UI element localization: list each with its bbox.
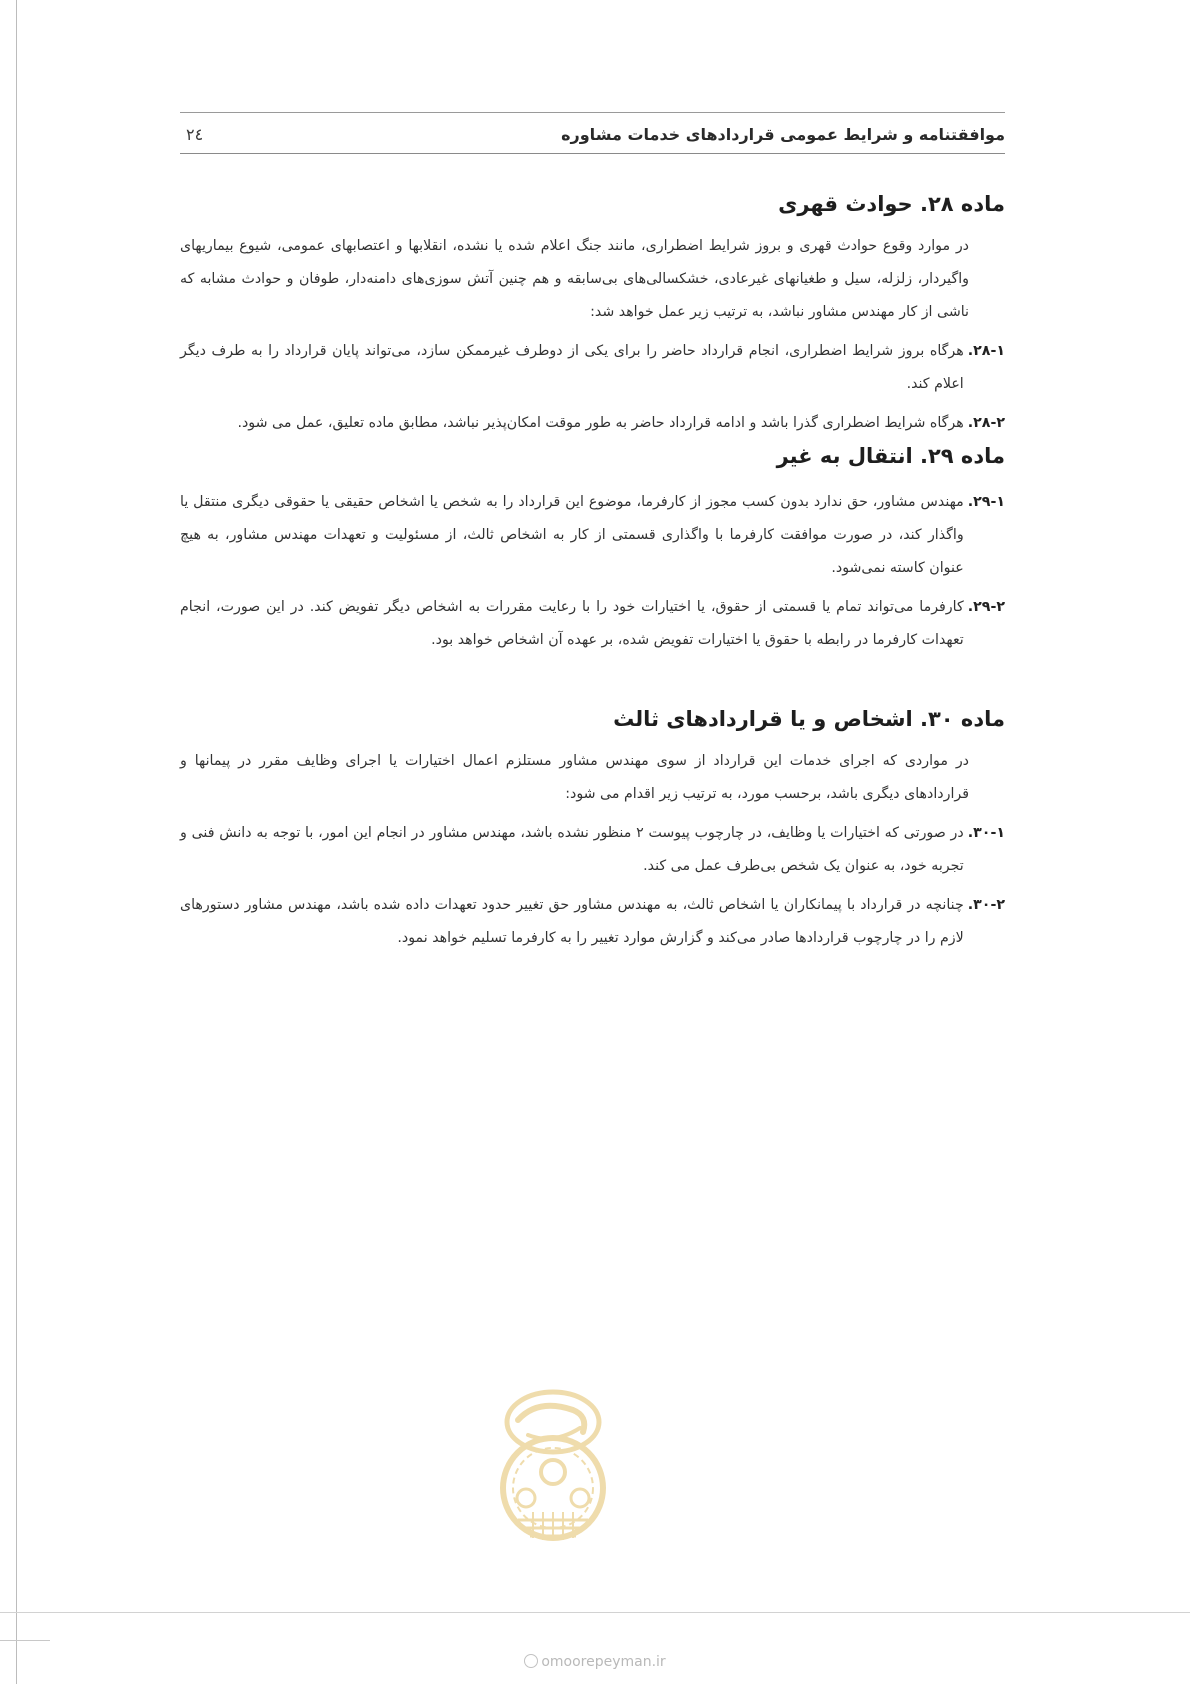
article-28-intro: در موارد وقوع حوادث قهری و بروز شرایط اضطراری، مانند جنگ اعلام شده یا نشده، انقلابها و اعتصابهای عمومی، شیوع بیماریهای واگیردار، زلزله، سیل و طغیانهای غیرعادی، خشکسالی‌های بی‌سابقه و هم چنین آتش سوزی‌های دامنه‌دار، طوفان و حوادث مشابه که ناشی از کار مهندس مشاور نباشد، به ترتیب زیر عمل خواهد شد:: [180, 238, 969, 320]
clause-text: کارفرما می‌تواند تمام یا قسمتی از حقوق، یا اختیارات خود را با رعایت مقررات به اشخاص دیگر تفویض کند. در این صورت، انجام تعهدات کارفرما در رابطه با حقوق یا اختیارات تفویض شده، بر عهده آن اشخاص خواهد بود.: [180, 599, 964, 648]
running-header: [180, 113, 1005, 153]
document-page: [180, 112, 1005, 955]
clause-number: ۲۸-۱.: [967, 343, 1005, 359]
scan-edge-left: [16, 0, 17, 1684]
clause-28-1: [180, 335, 1005, 401]
clause-29-1: [180, 486, 1005, 585]
scan-edge-bottom: [0, 1612, 1190, 1613]
clause-number: ۲۹-۱.: [967, 494, 1005, 510]
clause-number: ۳۰-۱.: [967, 825, 1005, 841]
clause-text: هرگاه شرایط اضطراری گذرا باشد و ادامه قرارداد حاضر به طور موقت امکان‌پذیر نباشد، مطابق ماده تعلیق، عمل می شود.: [237, 415, 964, 431]
clause-text: در صورتی که اختیارات یا وظایف، در چارچوب پیوست ۲ منظور نشده باشد، مهندس مشاور در انجام این امور، با توجه به دانش فنی و تجربه خود، به عنوان یک شخص بی‌طرف عمل می کند.: [180, 825, 964, 874]
clause-30-2: [180, 889, 1005, 955]
article-28-title: ماده ۲۸. حوادث قهری: [778, 192, 1005, 216]
clause-number: ۳۰-۲.: [967, 897, 1005, 913]
clause-text: هرگاه بروز شرایط اضطراری، انجام قرارداد حاضر را برای یکی از دوطرف غیرممکن سازد، می‌تواند پایان قرارداد را به طرف دیگر اعلام کند.: [180, 343, 964, 392]
clause-text: چنانچه در قرارداد با پیمانکاران یا اشخاص ثالث، به مهندس مشاور حق تغییر حدود تعهدات داده شده باشد، مهندس مشاور دستورهای لازم را در چارچوب قراردادها صادر می‌کند و گزارش موارد تغییر را به کارفرما تسلیم خواهد نمود.: [180, 897, 964, 946]
globe-icon: [524, 1654, 538, 1668]
footer-url-text: omoorepeyman.ir: [541, 1654, 666, 1670]
clause-29-2: [180, 591, 1005, 657]
running-header-title: موافقتنامه و شرایط عمومی قراردادهای خدمات مشاوره: [561, 124, 1005, 144]
clause-number: ۲۹-۲.: [967, 599, 1005, 615]
clause-30-1: [180, 817, 1005, 883]
clause-text: مهندس مشاور، حق ندارد بدون کسب مجوز از کارفرما، موضوع این قرارداد را به شخص یا اشخاص حقیقی یا حقوقی دیگری منتقل یا واگذار کند، در صورت موافقت کارفرما با واگذاری قسمتی از کار به اشخاص ثالث، از مسئولیت و تعهدات مهندس مشاور، به هیچ عنوان کاسته نمی‌شود.: [180, 494, 964, 576]
header-bottom-rule: [180, 153, 1005, 154]
article-29-title: ماده ۲۹. انتقال به غیر: [776, 444, 1005, 468]
article-28: [180, 192, 1005, 440]
watermark-seal-icon: [478, 1380, 628, 1550]
scan-edge-bottom-short: [0, 1640, 50, 1641]
footer-watermark-url: [0, 1654, 1190, 1670]
clause-number: ۲۸-۲.: [967, 415, 1005, 431]
article-30: [180, 707, 1005, 955]
clause-28-2: [180, 407, 1005, 440]
article-30-intro: در مواردی که اجرای خدمات این قرارداد از سوی مهندس مشاور مستلزم اعمال اختیارات یا اجرای وظایف مقرر در پیمانها و قراردادهای دیگری باشد، برحسب مورد، به ترتیب زیر اقدام می شود:: [180, 753, 969, 802]
page-number: ٢٤: [186, 124, 204, 144]
article-30-title: ماده ۳۰. اشخاص و یا قراردادهای ثالث: [613, 707, 1005, 731]
article-29: [180, 444, 1005, 657]
